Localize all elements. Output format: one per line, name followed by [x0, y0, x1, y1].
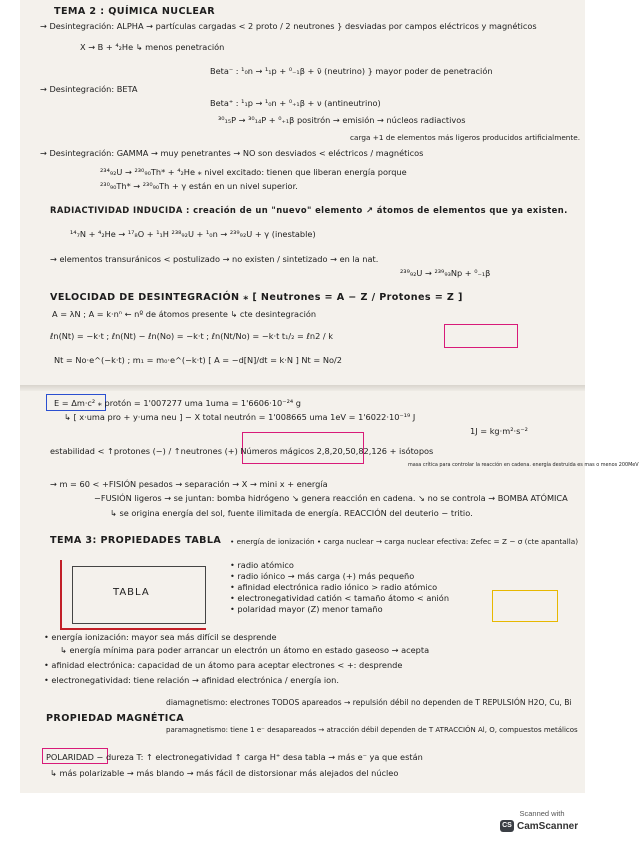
- note-line: A = λN ; A = k·nⁿ ← nº de átomos presente ↳ cte desintegración: [52, 309, 317, 319]
- note-line: ↳ energía mínima para poder arrancar un electrón un átomo en estado gaseoso → acepta: [60, 645, 430, 655]
- note-line: estabilidad < ↑protones (−) / ↑neutrones (+) Números mágicos 2,8,20,50,82,126 + isótopos: [50, 446, 434, 456]
- note-line: ℓn(Nt) = −k·t ; ℓn(Nt) − ℓn(No) = −k·t ; ℓn(Nt/No) = −k·t t₁/₂ = ℓn2 / k: [50, 331, 333, 341]
- note-line: • afinidad electrónica: capacidad de un átomo para aceptar electrones < +: desprende: [44, 660, 403, 670]
- note-line: TEMA 2 : QUÍMICA NUCLEAR: [54, 6, 215, 17]
- note-line: X → B + ⁴₂He ↳ menos penetración: [80, 42, 225, 52]
- note-line: ²³⁹₉₂U → ²³⁹₉₃Np + ⁰₋₁β: [400, 268, 491, 278]
- camscanner-watermark: [500, 809, 584, 837]
- watermark-brand: CamScanner: [517, 820, 579, 832]
- note-line: → Desintegración: BETA: [40, 84, 138, 94]
- page-fold: [20, 385, 585, 391]
- periodic-table-sketch: [72, 566, 206, 624]
- camscanner-logo-icon: CS: [500, 820, 514, 832]
- note-line: Nt = No·e^(−k·t) ; m₁ = m₀·e^(−k·t) [ A = −d[N]/dt = k·N ] Nt = No/2: [54, 355, 342, 365]
- note-line: masa crítica para controlar la reacción en cadena. energía destruida es mas o menos 200MeV: [408, 462, 639, 468]
- note-line: ↳ [ x·uma pro + y·uma neu ] − X total neutrón = 1'008665 uma 1eV = 1'6022·10⁻¹⁹ J: [64, 412, 416, 422]
- note-line: • energía de ionización • carga nuclear → carga nuclear efectiva: Zefec = Z − σ (cte apantalla): [230, 537, 579, 546]
- half-life-box: [444, 324, 518, 348]
- note-line: diamagnetismo: electrones TODOS apareados → repulsión débil no dependen de T REPULSIÓN H2O, Cu, Bi: [166, 698, 572, 707]
- note-line: 1J = kg·m²·s⁻²: [470, 426, 528, 436]
- note-line: −FUSIÓN ligeros → se juntan: bomba hidrógeno ↘ genera reacción en cadena. ↘ no se controla → BOMBA ATÓMICA: [94, 493, 568, 503]
- note-line: → Desintegración: GAMMA → muy penetrantes → NO son desviados < eléctricos / magnéticos: [40, 148, 424, 158]
- note-line: • radio atómico: [230, 560, 294, 570]
- note-line: • electronegatividad: tiene relación → afinidad electrónica / energía ion.: [44, 675, 339, 685]
- note-line: → elementos transuránicos < postulizado → no existen / sintetizado → en la nat.: [50, 254, 379, 264]
- note-line: ³⁰₁₅P → ³⁰₁₄P + ⁰₊₁β positrón → emisión → núcleos radiactivos: [218, 115, 466, 125]
- note-line: → Desintegración: ALPHA → partículas cargadas < 2 proto / 2 neutrones } desviadas por campos eléctricos y magnéticos: [40, 21, 537, 31]
- note-line: TEMA 3: PROPIEDADES TABLA: [50, 535, 222, 546]
- note-line: PROPIEDAD MAGNÉTICA: [46, 713, 185, 724]
- note-line: Beta⁻ : ¹₀n → ¹₁p + ⁰₋₁β + ν̄ (neutrino) } mayor poder de penetración: [210, 66, 493, 76]
- table-arrow-horizontal: [60, 628, 206, 630]
- note-line: • afinidad electrónica radio iónico > radio atómico: [230, 582, 438, 592]
- note-line: carga +1 de elementos más ligeros producidos artificialmente.: [350, 133, 581, 142]
- note-line: ²³⁰₉₀Th* → ²³⁰₉₀Th + γ están en un nivel superior.: [100, 181, 298, 191]
- watermark-line1: Scanned with: [519, 809, 565, 818]
- note-line: • radio iónico → más carga (+) más pequeño: [230, 571, 415, 581]
- note-line: ¹⁴₇N + ⁴₂He → ¹⁷₈O + ¹₁H ²³⁸₉₂U + ¹₀n → ²³⁹₉₂U + γ (inestable): [70, 229, 316, 239]
- note-line: • electronegatividad catión < tamaño átomo < anión: [230, 593, 450, 603]
- note-line: ↳ más polarizable → más blando → más fácil de distorsionar más alejados del núcleo: [50, 768, 399, 778]
- table-arrow-vertical: [60, 560, 62, 628]
- note-line: RADIACTIVIDAD INDUCIDA : creación de un "nuevo" elemento ↗ átomos de elementos que ya existen.: [50, 205, 568, 215]
- note-line: paramagnetismo: tiene 1 e⁻ desapareados → atracción débil dependen de T ATRACCIÓN Al, O, compuestos metálicos: [166, 726, 578, 734]
- note-line: ↳ se origina energía del sol, fuente ilimitada de energía. REACCIÓN del deuterio − tritio.: [110, 508, 473, 518]
- note-line: E = Δm·c² ⁎ protón = 1'007277 uma 1uma = 1'6606·10⁻²⁴ g: [54, 398, 301, 408]
- notes-page: [20, 0, 639, 793]
- note-line: • energía ionización: mayor sea más difícil se desprende: [44, 632, 277, 642]
- size-box: [492, 590, 558, 622]
- note-line: • polaridad mayor (Z) menor tamaño: [230, 604, 383, 614]
- note-line: ²³⁴₉₂U → ²³⁰₉₀Th* + ⁴₂He ⁎ nivel excitado: tienen que liberan energía porque: [100, 167, 407, 177]
- table-label: TABLA: [113, 587, 150, 598]
- note-line: VELOCIDAD DE DESINTEGRACIÓN ⁎ [ Neutrones = A − Z / Protones = Z ]: [50, 292, 463, 303]
- note-line: POLARIDAD − dureza T: ↑ electronegatividad ↑ carga H⁺ desa tabla → más e⁻ ya que están: [46, 752, 423, 762]
- note-line: → m = 60 < +FISIÓN pesados → separación → X → mini x + energía: [50, 479, 328, 489]
- note-line: Beta⁺ : ¹₁p → ¹₀n + ⁰₊₁β + ν (antineutrino): [210, 98, 381, 108]
